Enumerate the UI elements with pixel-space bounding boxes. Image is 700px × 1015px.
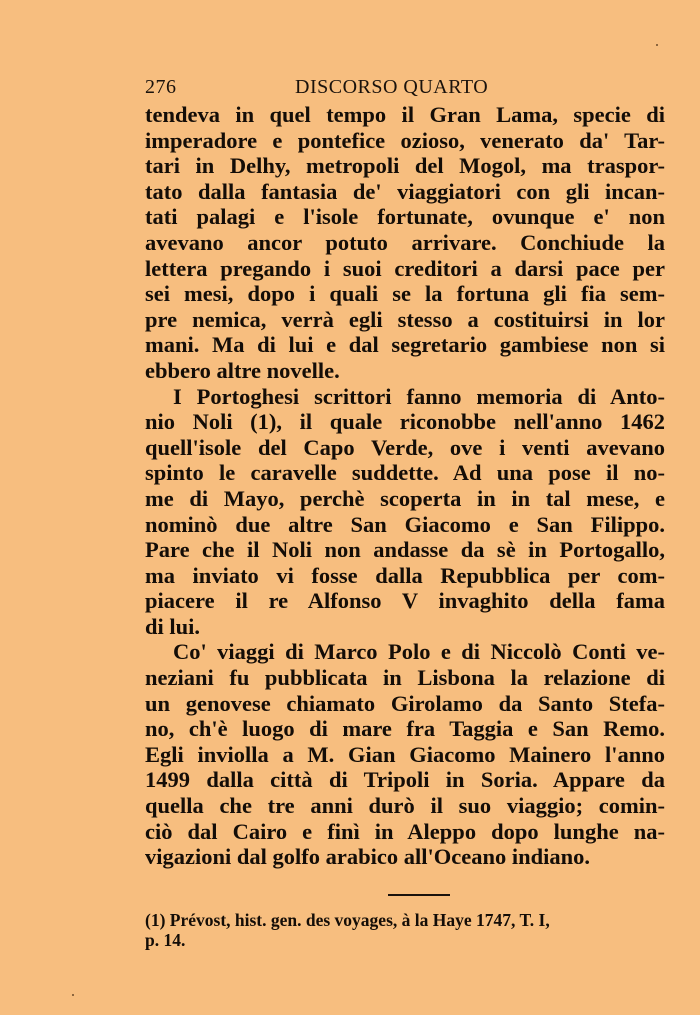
text-line: lettera pregando i suoi creditori a darsi pace per — [145, 255, 665, 281]
text-line: I Portoghesi scrittori fanno memoria di Anto- — [173, 383, 665, 409]
text-line: Egli inviolla a M. Gian Giacomo Mainero l'anno — [145, 741, 665, 767]
text-line: mani. Ma di lui e dal segretario gambiese non si — [145, 332, 665, 358]
text-line: un genovese chiamato Girolamo da Santo Stefa- — [145, 690, 665, 716]
text-line: nio Noli (1), il quale riconobbe nell'anno 1462 — [145, 409, 665, 435]
paragraph — [145, 639, 665, 869]
text-line: ciò dal Cairo e finì in Aleppo dopo lunghe na- — [145, 818, 665, 844]
book-page — [145, 76, 665, 950]
text-line: nominò due altre San Giacomo e San Filippo. — [145, 511, 665, 537]
footnote — [145, 910, 665, 950]
text-line: avevano ancor potuto arrivare. Conchiude la — [145, 229, 665, 255]
text-line: spinto le caravelle suddette. Ad una pose il no- — [145, 460, 665, 486]
text-line: sei mesi, dopo i quali se la fortuna gli fia sem- — [145, 281, 665, 307]
text-line: no, ch'è luogo di mare fra Taggia e San Remo. — [145, 716, 665, 742]
text-line: vigazioni dal golfo arabico all'Oceano indiano. — [145, 844, 591, 870]
text-line: ma inviato vi fosse dalla Repubblica per com- — [145, 562, 665, 588]
running-title: DISCORSO QUARTO — [295, 76, 489, 98]
text-line: di lui. — [145, 613, 201, 639]
text-line: ebbero altre novelle. — [145, 357, 340, 383]
text-line: imperadore e pontefice ozioso, venerato da' Tar- — [145, 127, 665, 153]
text-line: neziani fu pubblicata in Lisbona la relazione di — [145, 665, 665, 691]
text-line: quella che tre anni durò il suo viaggio; comin- — [145, 793, 665, 819]
paragraph — [145, 384, 665, 640]
text-line: 1499 dalla città di Tripoli in Soria. Appare da — [145, 767, 665, 793]
footnote-separator — [388, 894, 450, 896]
text-line: quell'isole del Capo Verde, ove i venti avevano — [145, 434, 665, 460]
text-line: Pare che il Noli non andasse da sè in Portogallo, — [145, 537, 665, 563]
text-line: me di Mayo, perchè scoperta in in tal mese, e — [145, 485, 665, 511]
text-line: piacere il re Alfonso V invaghito della fama — [145, 588, 665, 614]
footnote-line: p. 14. — [145, 929, 186, 950]
text-line: pre nemica, verrà egli stesso a costituirsi in lor — [145, 306, 665, 332]
text-line: tendeva in quel tempo il Gran Lama, specie di — [145, 102, 665, 127]
body-text — [145, 102, 665, 870]
text-line: Co' viaggi di Marco Polo e di Niccolò Conti ve- — [173, 639, 665, 665]
text-line: tati palagi e l'isole fortunate, ovunque e' non — [145, 204, 665, 230]
paper-speck — [656, 44, 658, 46]
paragraph — [145, 102, 665, 384]
paper-speck — [72, 994, 74, 996]
text-line: tato dalla fantasia de' viaggiatori con gli incan- — [145, 178, 665, 204]
text-line: tari in Delhy, metropoli del Mogol, ma traspor- — [145, 153, 665, 179]
page-number: 276 — [145, 76, 177, 98]
footnote-line: (1) Prévost, hist. gen. des voyages, à la Haye 1747, T. I, — [145, 909, 550, 930]
page-header — [145, 76, 665, 102]
